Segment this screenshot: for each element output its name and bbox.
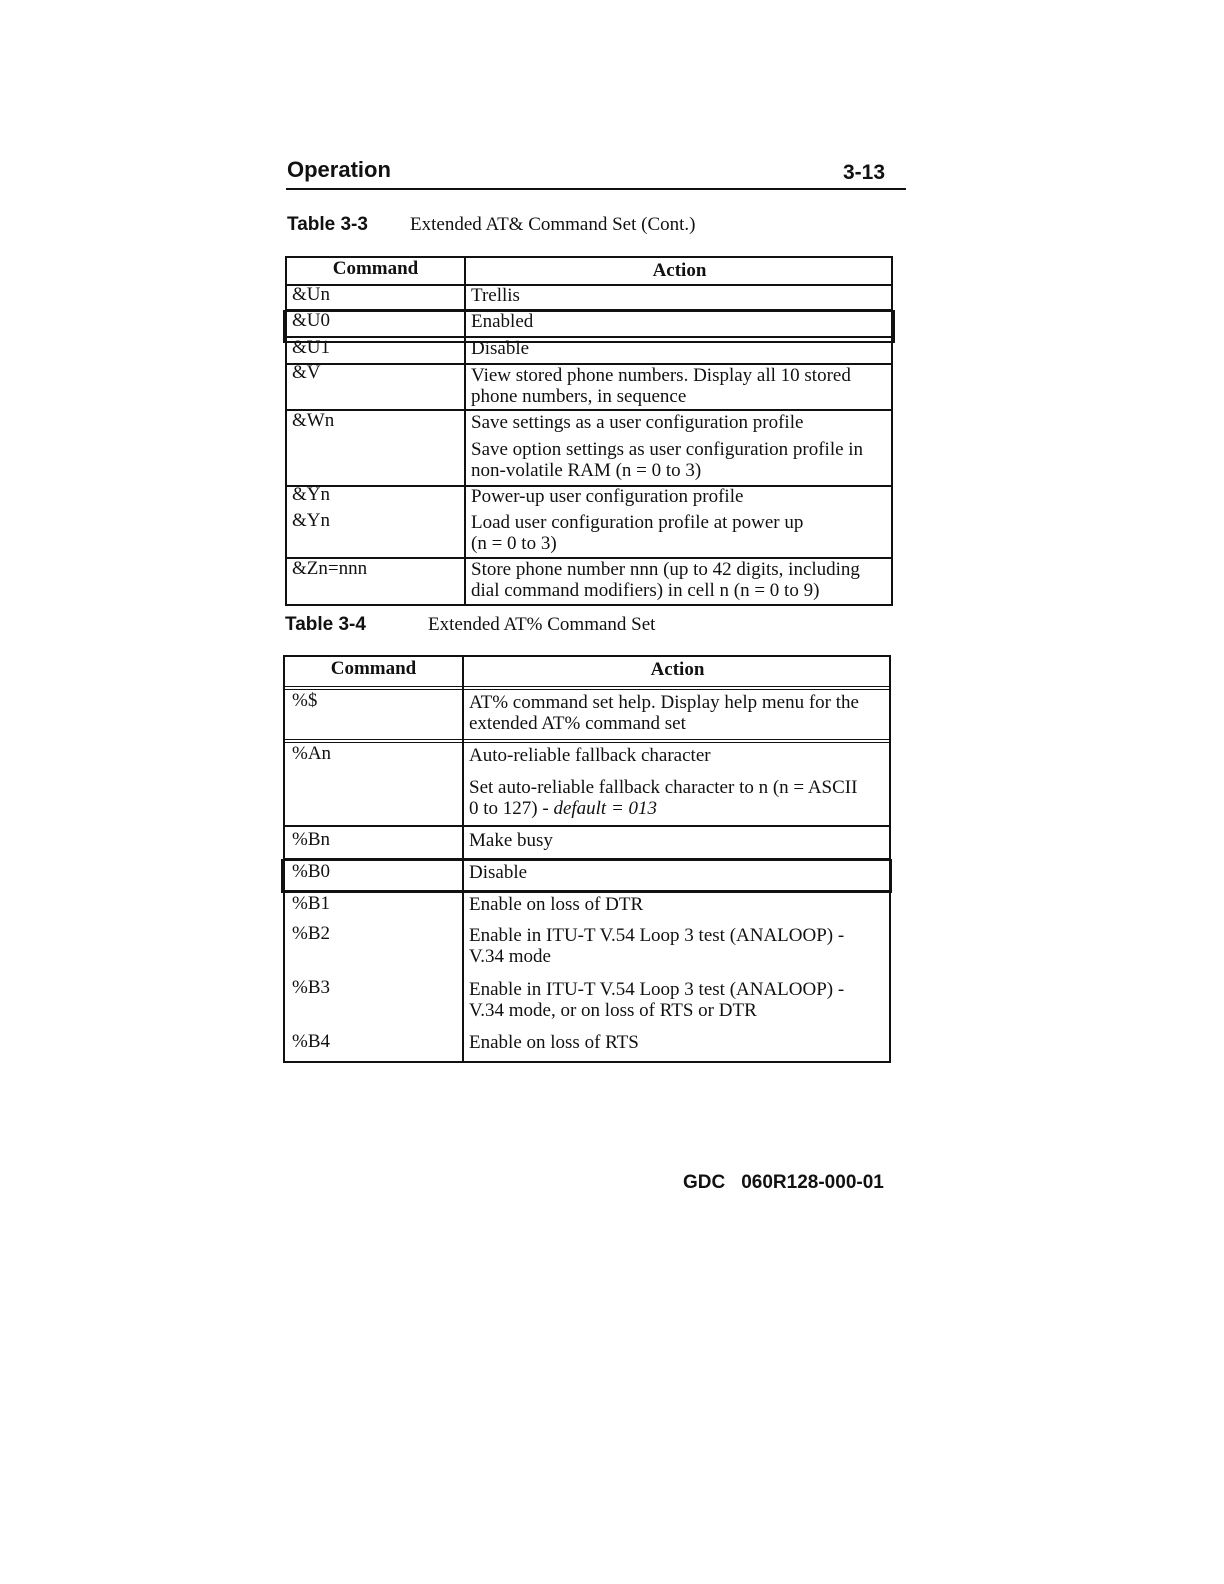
highlight-box bbox=[283, 310, 895, 343]
action-cell: non-volatile RAM (n = 0 to 3) bbox=[471, 460, 702, 481]
row-divider bbox=[285, 686, 889, 690]
document-footer bbox=[683, 1172, 884, 1194]
action-cell: Load user configuration profile at power up bbox=[471, 512, 804, 533]
table-title: Extended AT% Command Set bbox=[428, 614, 656, 635]
action-cell: Save settings as a user configuration profile bbox=[471, 412, 804, 433]
command-cell: %B4 bbox=[292, 1031, 330, 1052]
footer-prefix: GDC bbox=[683, 1172, 726, 1193]
action-cell: Save option settings as user configuration profile in bbox=[471, 439, 864, 460]
action-cell: (n = 0 to 3) bbox=[471, 533, 557, 554]
table-label: Table 3-3 bbox=[287, 214, 368, 235]
highlight-box bbox=[281, 859, 892, 893]
section-title: Operation bbox=[287, 157, 391, 182]
column-header-command: Command bbox=[330, 658, 417, 679]
action-cell: Enabled bbox=[471, 311, 534, 332]
action-cell: Enable on loss of RTS bbox=[469, 1032, 639, 1053]
action-cell: Make busy bbox=[469, 830, 553, 851]
table-title: Extended AT& Command Set (Cont.) bbox=[410, 214, 696, 235]
command-cell: &Zn=nnn bbox=[292, 558, 368, 579]
document-number: 060R128-000-01 bbox=[741, 1172, 884, 1193]
table-3-4 bbox=[283, 655, 891, 1063]
command-cell: %An bbox=[292, 743, 332, 764]
action-cell: Store phone number nnn (up to 42 digits, including bbox=[471, 559, 860, 580]
action-cell: Enable on loss of DTR bbox=[469, 894, 644, 915]
action-cell: phone numbers, in sequence bbox=[471, 386, 687, 407]
action-cell: Set auto-reliable fallback character to n (n = ASCII bbox=[469, 777, 858, 798]
command-cell: &Wn bbox=[292, 410, 335, 431]
action-cell: Enable in ITU-T V.54 Loop 3 test (ANALOOP) - bbox=[469, 979, 845, 1000]
table-3-3 bbox=[285, 256, 893, 606]
header-rule bbox=[286, 188, 906, 190]
command-cell: &Un bbox=[292, 284, 330, 305]
command-cell: &V bbox=[292, 362, 321, 383]
row-divider bbox=[285, 825, 889, 827]
column-header-command: Command bbox=[332, 258, 419, 279]
command-cell: &U0 bbox=[292, 310, 330, 331]
command-cell: %Bn bbox=[292, 829, 330, 850]
command-cell: %B2 bbox=[292, 923, 330, 944]
action-cell: Disable bbox=[469, 862, 528, 883]
action-text: 0 to 127) - bbox=[469, 798, 554, 819]
table-3-4-caption bbox=[285, 614, 655, 636]
page-number: 3-13 bbox=[843, 161, 886, 184]
row-divider bbox=[287, 409, 891, 411]
command-cell: %B0 bbox=[292, 861, 330, 882]
action-cell: V.34 mode, or on loss of RTS or DTR bbox=[469, 1000, 757, 1021]
action-cell: Auto-reliable fallback character bbox=[469, 745, 711, 766]
column-header-action: Action bbox=[650, 659, 705, 680]
action-cell bbox=[469, 798, 657, 820]
action-cell: dial command modifiers) in cell n (n = 0 to 9) bbox=[471, 580, 820, 601]
action-cell: AT% command set help. Display help menu for the bbox=[469, 692, 859, 713]
action-cell: V.34 mode bbox=[469, 946, 551, 967]
table-label: Table 3-4 bbox=[285, 614, 366, 635]
action-cell: extended AT% command set bbox=[469, 713, 686, 734]
command-cell: &U1 bbox=[292, 337, 330, 358]
row-divider bbox=[287, 284, 891, 286]
table-3-3-caption bbox=[287, 214, 696, 236]
command-cell: %B3 bbox=[292, 977, 330, 998]
action-cell: View stored phone numbers. Display all 10 stored bbox=[471, 365, 851, 386]
column-header-action: Action bbox=[652, 260, 707, 281]
action-cell: Enable in ITU-T V.54 Loop 3 test (ANALOOP) - bbox=[469, 925, 845, 946]
action-cell: Trellis bbox=[471, 285, 520, 306]
command-cell: %B1 bbox=[292, 893, 330, 914]
action-cell: Disable bbox=[471, 338, 530, 359]
command-cell: &Yn bbox=[292, 484, 330, 505]
action-cell: Power-up user configuration profile bbox=[471, 486, 744, 507]
row-divider bbox=[285, 739, 889, 743]
command-cell: &Yn bbox=[292, 510, 330, 531]
default-value: default = 013 bbox=[553, 798, 658, 819]
command-cell: %$ bbox=[292, 690, 318, 711]
